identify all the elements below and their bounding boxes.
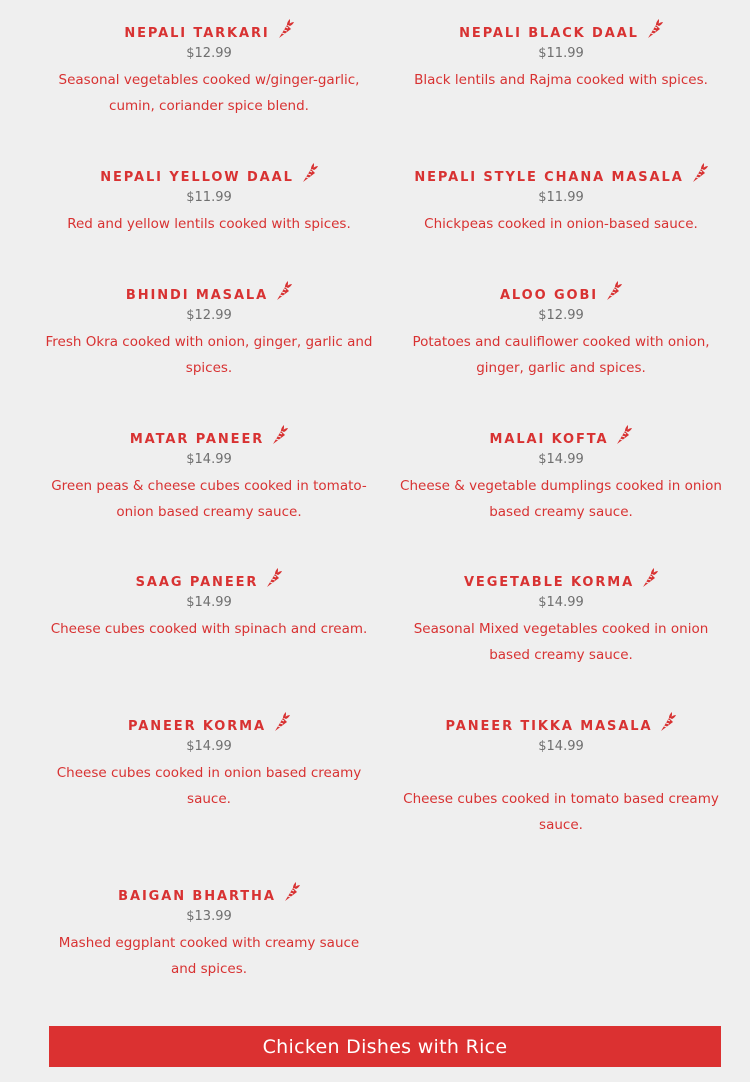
- item-name: NEPALI TARKARI: [124, 25, 270, 41]
- item-description: Seasonal vegetables cooked w/ginger-garlic, cumin, coriander spice blend.: [58, 72, 360, 114]
- item-description: Potatoes and cauliflower cooked with onion, ginger, garlic and spices.: [412, 334, 710, 376]
- item-description: Cheese & vegetable dumplings cooked in onion based creamy sauce.: [400, 478, 722, 520]
- vegetarian-carrot-icon: [658, 712, 676, 732]
- vegetarian-carrot-icon: [274, 281, 292, 301]
- item-name: MATAR PANEER: [129, 431, 265, 447]
- vegetarian-carrot-icon: [282, 882, 300, 902]
- item-price: $14.99: [538, 595, 584, 610]
- item-description: Cheese cubes cooked in onion based creamy sauce.: [56, 765, 362, 807]
- item-name-row: [391, 428, 731, 450]
- item-name-row: [39, 715, 379, 737]
- item-price: $11.99: [186, 190, 232, 205]
- menu-item-malai-kofta: [391, 428, 731, 525]
- item-description: Green peas & cheese cubes cooked in tomato-onion based creamy sauce.: [51, 478, 367, 520]
- section-header-label: Chicken Dishes with Rice: [262, 1035, 508, 1058]
- vegetarian-carrot-icon: [270, 425, 288, 445]
- vegetarian-carrot-icon: [614, 425, 632, 445]
- item-name: PANEER TIKKA MASALA: [445, 718, 653, 734]
- vegetarian-carrot-icon: [264, 568, 282, 588]
- item-description: Chickpeas cooked in onion-based sauce.: [424, 216, 698, 232]
- item-name: MALAI KOFTA: [489, 431, 609, 447]
- item-name-row: [391, 715, 731, 737]
- item-name-row: [39, 885, 379, 907]
- item-price: $14.99: [186, 452, 232, 467]
- menu-item-nepali-style-chana-masala: [391, 166, 731, 237]
- item-price: $14.99: [186, 595, 232, 610]
- item-name: NEPALI BLACK DAAL: [459, 25, 639, 41]
- menu-item-baigan-bhartha: [39, 885, 379, 982]
- item-price: $12.99: [538, 308, 584, 323]
- item-name-row: [39, 571, 379, 593]
- item-name-row: [39, 166, 379, 188]
- item-price: $14.99: [186, 739, 232, 754]
- menu-item-paneer-tikka-masala: [391, 715, 731, 838]
- item-name: BHINDI MASALA: [125, 287, 269, 303]
- menu-item-saag-paneer: [39, 571, 379, 642]
- vegetarian-carrot-icon: [300, 163, 318, 183]
- item-name: NEPALI STYLE CHANA MASALA: [414, 169, 684, 185]
- item-description: Mashed eggplant cooked with creamy sauce and spices.: [58, 935, 360, 977]
- item-price: $14.99: [538, 452, 584, 467]
- item-price: $11.99: [538, 190, 584, 205]
- item-price: $13.99: [186, 909, 232, 924]
- item-name-row: [391, 284, 731, 306]
- item-name-row: [391, 166, 731, 188]
- menu-item-nepali-yellow-daal: [39, 166, 379, 237]
- item-price: $11.99: [538, 46, 584, 61]
- menu-item-vegetable-korma: [391, 571, 731, 668]
- item-price: $12.99: [186, 46, 232, 61]
- item-description: Black lentils and Rajma cooked with spices.: [414, 72, 708, 88]
- menu-item-nepali-tarkari: [39, 22, 379, 119]
- item-name: BAIGAN BHARTHA: [118, 888, 276, 904]
- item-name-row: [39, 22, 379, 44]
- item-name: ALOO GOBI: [499, 287, 599, 303]
- item-description: Cheese cubes cooked with spinach and cream.: [50, 621, 368, 637]
- item-name-row: [39, 428, 379, 450]
- item-price: $12.99: [186, 308, 232, 323]
- item-name-row: [39, 284, 379, 306]
- menu-item-paneer-korma: [39, 715, 379, 812]
- menu-item-bhindi-masala: [39, 284, 379, 381]
- item-description: Seasonal Mixed vegetables cooked in onion based creamy sauce.: [413, 621, 709, 663]
- item-description: Cheese cubes cooked in tomato based creamy sauce.: [403, 791, 719, 833]
- vegetarian-carrot-icon: [604, 281, 622, 301]
- item-name-row: [391, 22, 731, 44]
- item-name: VEGETABLE KORMA: [463, 574, 635, 590]
- vegetarian-carrot-icon: [276, 19, 294, 39]
- item-name-row: [391, 571, 731, 593]
- item-description: Red and yellow lentils cooked with spices.: [67, 216, 351, 232]
- item-name: PANEER KORMA: [128, 718, 266, 734]
- vegetarian-carrot-icon: [645, 19, 663, 39]
- vegetarian-carrot-icon: [640, 568, 658, 588]
- item-description: Fresh Okra cooked with onion, ginger, garlic and spices.: [45, 334, 373, 376]
- item-name: SAAG PANEER: [135, 574, 259, 590]
- item-price: $14.99: [538, 739, 584, 754]
- vegetarian-carrot-icon: [272, 712, 290, 732]
- menu-item-matar-paneer: [39, 428, 379, 525]
- menu-item-aloo-gobi: [391, 284, 731, 381]
- menu-item-nepali-black-daal: [391, 22, 731, 93]
- section-header-chicken-dishes[interactable]: [49, 1026, 721, 1067]
- vegetarian-carrot-icon: [690, 163, 708, 183]
- item-name: NEPALI YELLOW DAAL: [100, 169, 294, 185]
